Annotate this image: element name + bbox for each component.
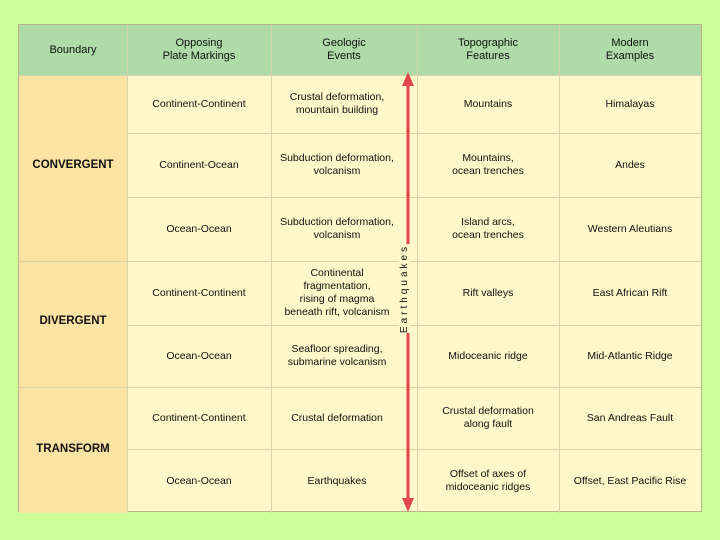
- cell-plates: Ocean-Ocean: [166, 349, 232, 362]
- cell-events: Subduction deformation, volcanism: [280, 152, 394, 177]
- cell-events: Continental fragmentation, rising of magma beneath rift, volcanism: [284, 267, 390, 318]
- cell-examples: East African Rift: [592, 286, 668, 299]
- cell-examples: San Andreas Fault: [586, 411, 674, 424]
- cell-events: Earthquakes: [307, 474, 367, 487]
- boundary-convergent: CONVERGENT: [32, 158, 114, 171]
- cell-features: Midoceanic ridge: [448, 349, 528, 362]
- cell-events: Crustal deformation: [291, 411, 383, 424]
- earthquakes-label: Earthquakes: [399, 243, 411, 333]
- cell-plates: Continent-Continent: [152, 286, 246, 299]
- cell-events: Seafloor spreading, submarine volcanism: [287, 343, 387, 368]
- cell-events: Subduction deformation, volcanism: [280, 216, 394, 241]
- earthquake-range-arrow: [19, 25, 703, 513]
- cell-plates: Ocean-Ocean: [166, 222, 232, 235]
- cell-features: Mountains: [463, 97, 513, 110]
- header-modern-examples: Modern Examples: [605, 37, 655, 62]
- cell-examples: Andes: [615, 158, 645, 171]
- boundary-divergent: DIVERGENT: [39, 314, 107, 327]
- cell-events: Crustal deformation, mountain building: [289, 91, 385, 116]
- cell-features: Rift valleys: [462, 286, 514, 299]
- cell-plates: Continent-Ocean: [159, 158, 239, 171]
- cell-examples: Mid-Atlantic Ridge: [587, 349, 673, 362]
- boundary-transform: TRANSFORM: [36, 442, 110, 455]
- header-boundary: Boundary: [49, 43, 97, 56]
- header-geologic-events: Geologic Events: [322, 37, 366, 62]
- header-topographic-features: Topographic Features: [458, 37, 518, 62]
- cell-examples: Western Aleutians: [587, 222, 673, 235]
- cell-features: Crustal deformation along fault: [442, 405, 534, 430]
- cell-plates: Ocean-Ocean: [166, 474, 232, 487]
- cell-plates: Continent-Continent: [152, 97, 246, 110]
- header-opposing-plates: Opposing Plate Markings: [162, 37, 236, 62]
- cell-plates: Continent-Continent: [152, 411, 246, 424]
- cell-examples: Offset, East Pacific Rise: [573, 474, 687, 487]
- cell-features: Island arcs, ocean trenches: [452, 216, 524, 241]
- plate-boundary-table: [18, 24, 702, 512]
- cell-features: Mountains, ocean trenches: [452, 152, 524, 177]
- earthquakes-label-box: [400, 238, 410, 338]
- cell-examples: Himalayas: [605, 97, 655, 110]
- cell-features: Offset of axes of midoceanic ridges: [445, 468, 531, 493]
